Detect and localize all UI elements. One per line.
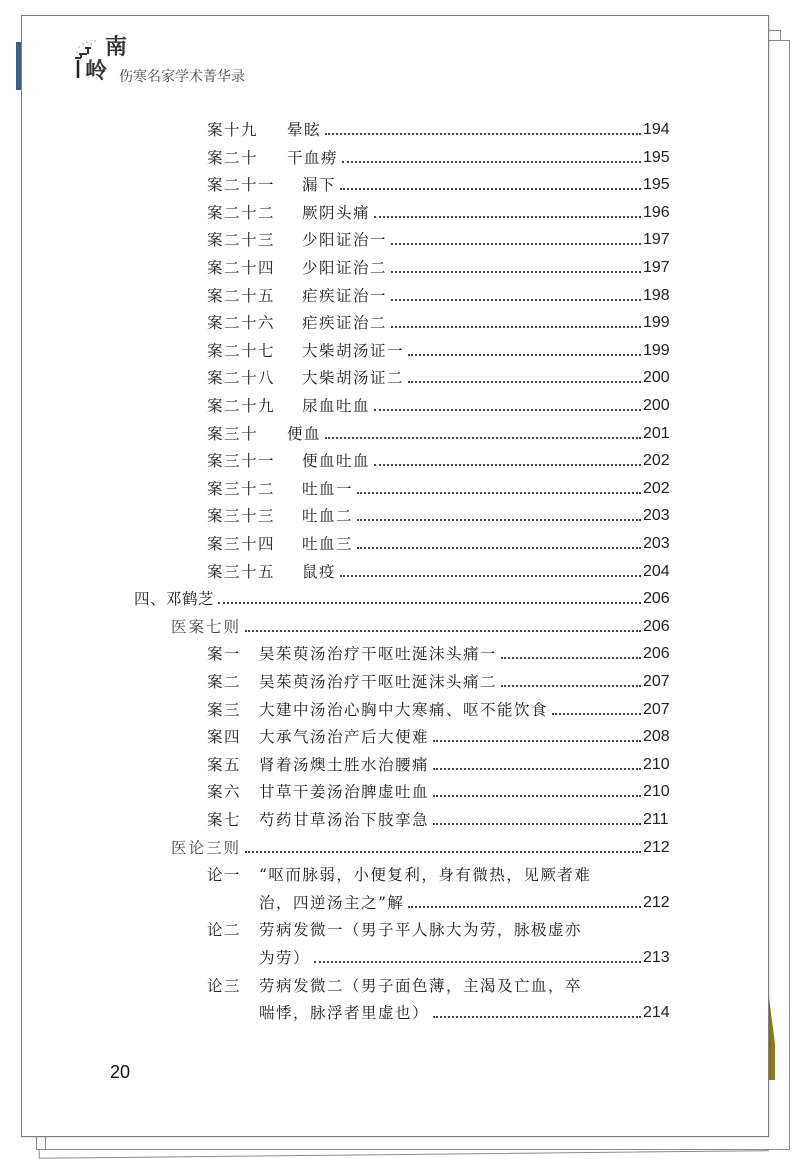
toc-entry-number: 论三: [207, 976, 242, 995]
dot-leader: [501, 685, 641, 687]
toc-page-number: 211: [643, 811, 669, 828]
toc-entry-title: 治，四逆汤主之”解: [259, 893, 405, 912]
toc-entry-number: 案二: [207, 673, 242, 691]
toc-page-number: 201: [643, 424, 670, 442]
toc-entry-label: [207, 202, 370, 224]
toc-page-number: 200: [643, 397, 670, 414]
toc-entry-case[interactable]: [207, 473, 673, 500]
toc-entry-title: 厥阴头痛: [302, 203, 371, 222]
toc-page-number: 207: [643, 673, 670, 690]
toc-entry-title: 四、邓鹤芝: [134, 590, 215, 609]
toc-entry-title: 喘悸，脉浮者里虚也）: [259, 1004, 430, 1023]
toc-page-number: 195: [643, 148, 670, 166]
toc-page-number: 203: [643, 535, 670, 552]
toc-entry-number: 案二十二: [207, 203, 276, 222]
toc-entry-number: 案三十三: [207, 507, 276, 526]
toc-entry-label: [207, 367, 404, 389]
toc-entry-title: 甘草干姜汤治脾虚吐血: [259, 783, 430, 802]
toc-page-number: 198: [643, 286, 670, 304]
toc-entry-label: [207, 478, 353, 500]
toc-entry-number: 案二十三: [207, 231, 276, 250]
toc-entry-label: [207, 561, 336, 583]
toc-entry-title: 便血吐血: [302, 452, 371, 471]
dot-leader: [374, 464, 641, 466]
toc-entry-case[interactable]: [207, 666, 673, 693]
toc-entry-label: [207, 395, 370, 417]
toc-entry-title: 少阳证治二: [302, 259, 388, 277]
toc-entry-title: “呕而脉弱，小便复利，身有微热，见厥者难: [259, 866, 592, 885]
series-title: 伤寒名家学术菁华录: [119, 69, 245, 85]
toc-entry-label: [207, 975, 582, 997]
toc-entry-label: [207, 671, 497, 693]
dot-leader: [245, 630, 641, 632]
toc-entry-title: 大建中汤治心胸中大寒痛、呕不能饮食: [259, 700, 549, 719]
toc-page-number: 202: [643, 452, 670, 470]
toc-entry-case[interactable]: [207, 749, 673, 776]
toc-entry-label: [207, 699, 548, 721]
toc-entry-label: [207, 229, 387, 251]
toc-page-number: 200: [643, 369, 670, 387]
toc-entry-essay-line2[interactable]: [259, 942, 673, 969]
toc-entry-case[interactable]: [207, 307, 673, 334]
toc-page-number: 206: [643, 590, 670, 608]
toc-page-number: 199: [643, 341, 670, 359]
dot-leader: [433, 823, 641, 825]
dot-leader: [357, 547, 641, 549]
dot-leader: [391, 299, 641, 301]
toc-entry-label: [207, 533, 353, 555]
dot-leader: [433, 795, 641, 797]
dot-leader: [357, 492, 641, 494]
toc-entry-case[interactable]: [207, 197, 673, 224]
dot-leader: [391, 326, 641, 328]
toc-entry-case[interactable]: [207, 252, 673, 279]
dot-leader: [245, 851, 641, 853]
toc-entry-label: [134, 588, 214, 610]
toc-entry-number: 案三十四: [207, 535, 276, 553]
toc-entry-title: 为劳）: [259, 949, 311, 967]
toc-entry-title: 医案七则: [171, 617, 242, 636]
dot-leader: [374, 409, 641, 411]
toc-entry-title: 便血: [287, 424, 322, 443]
dot-leader: [408, 354, 641, 356]
toc-entry-number: 案三十一: [207, 452, 276, 471]
toc-entry-title: 吐血一: [302, 479, 354, 498]
toc-entry-label: [207, 809, 429, 831]
toc-entry-number: 案六: [207, 783, 242, 802]
dot-leader: [552, 713, 641, 715]
toc-page-number: 212: [643, 838, 670, 856]
toc-section-deng-hezhi[interactable]: [134, 583, 673, 610]
toc-entry-number: 案二十八: [207, 369, 276, 388]
toc-entry-number: 案三十五: [207, 562, 276, 581]
dot-leader: [340, 188, 641, 190]
toc-entry-number: 案十九: [207, 121, 259, 139]
toc-entry-label: [259, 892, 404, 914]
toc-page-number: 197: [643, 231, 670, 249]
toc-entry-title: 疟疾证治二: [302, 314, 388, 333]
toc-entry-label: [207, 505, 353, 527]
toc-entry-title: 漏下: [302, 176, 337, 195]
toc-entry-essay-line1[interactable]: [207, 914, 673, 941]
toc-entry-essay-line1[interactable]: [207, 859, 673, 886]
toc-entry-case[interactable]: [207, 114, 673, 141]
dot-leader: [433, 768, 641, 770]
dot-leader: [342, 161, 641, 163]
toc-page-number: 208: [643, 728, 670, 746]
toc-entry-case[interactable]: [207, 445, 673, 472]
toc-entry-label: [259, 947, 310, 969]
toc-entry-number: 案二十四: [207, 259, 276, 277]
toc-entry-label: [207, 340, 404, 362]
dot-leader: [325, 437, 641, 439]
toc-entry-title: 吐血二: [302, 507, 354, 526]
logo-char-ling: 岭: [85, 58, 108, 84]
toc-entry-case[interactable]: [207, 224, 673, 251]
toc-entry-label: [207, 285, 387, 307]
toc-entry-number: 案二十六: [207, 314, 276, 333]
toc-entry-label: [207, 864, 591, 886]
dot-leader: [218, 602, 641, 604]
toc-entry-title: 大柴胡汤证二: [302, 369, 405, 388]
toc-entry-essay-line1[interactable]: [207, 970, 673, 997]
toc-entry-title: 大柴胡汤证一: [302, 341, 405, 360]
toc-entry-title: 鼠疫: [302, 562, 337, 581]
toc-subsection-cases[interactable]: [171, 611, 673, 638]
toc-entry-label: [207, 147, 338, 169]
toc-entry-essay-line2[interactable]: [259, 887, 673, 914]
dot-leader: [325, 133, 641, 135]
toc-entry-title: 干血痨: [287, 148, 339, 167]
toc-entry-label: [207, 312, 387, 334]
toc-page-number: 195: [643, 176, 670, 194]
toc-page-number: 204: [643, 562, 670, 580]
toc-page-number: 202: [643, 479, 670, 497]
toc-entry-title: 疟疾证治一: [302, 286, 388, 305]
toc-entry-number: 案五: [207, 755, 242, 774]
toc-entry-label: [207, 726, 429, 748]
toc-entry-label: [207, 754, 429, 776]
dot-leader: [391, 243, 641, 245]
toc-entry-number: 论一: [207, 866, 242, 885]
toc-entry-title: 芍药甘草汤治下肢挛急: [259, 811, 430, 829]
toc-entry-case[interactable]: [207, 280, 673, 307]
toc-entry-case[interactable]: [207, 142, 673, 169]
toc-page-number: 206: [643, 617, 670, 635]
toc-entry-number: 案二十: [207, 148, 259, 167]
toc-entry-case[interactable]: [207, 390, 673, 417]
toc-page-number: 196: [643, 203, 670, 221]
dot-leader: [314, 961, 641, 963]
toc-entry-title: 晕眩: [287, 121, 322, 139]
series-logo: [67, 28, 267, 88]
toc-entry-label: [207, 919, 582, 941]
logo-char-nan: 南: [105, 34, 128, 60]
toc-entry-case[interactable]: [207, 528, 673, 555]
toc-entry-title: 大承气汤治产后大便难: [259, 728, 430, 747]
toc-subsection-essays[interactable]: [171, 832, 673, 859]
toc-entry-label: [207, 119, 321, 141]
toc-entry-essay-line2[interactable]: [259, 997, 673, 1024]
toc-page: [21, 15, 769, 1137]
toc-entry-case[interactable]: [207, 362, 673, 389]
toc-entry-number: 案二十五: [207, 286, 276, 305]
toc-entry-number: 案一: [207, 645, 242, 664]
toc-entry-label: [259, 1002, 429, 1024]
toc-page-number: 210: [643, 783, 670, 801]
toc-page-number: 203: [643, 507, 670, 525]
toc-entry-number: 案三十: [207, 424, 259, 443]
toc-page-number: 210: [643, 755, 670, 773]
toc-entry-label: [207, 174, 336, 196]
toc-entry-case[interactable]: [207, 335, 673, 362]
toc-entry-title: 少阳证治一: [302, 231, 388, 250]
dot-leader: [357, 519, 641, 521]
toc-entry-title: 尿血吐血: [302, 397, 371, 415]
toc-entry-case[interactable]: [207, 638, 673, 665]
dot-leader: [408, 906, 641, 908]
toc-entry-case[interactable]: [207, 169, 673, 196]
toc-entry-number: 案四: [207, 728, 242, 747]
dot-leader: [501, 657, 641, 659]
toc-entry-case[interactable]: [207, 776, 673, 803]
toc-entry-label: [207, 257, 387, 279]
toc-entry-title: 吐血三: [302, 535, 354, 553]
toc-entry-case[interactable]: [207, 418, 673, 445]
toc-entry-title: 劳病发微二（男子面色薄，主渴及亡血，卒: [259, 976, 583, 995]
toc-page-number: 197: [643, 259, 670, 276]
page-number: 20: [110, 1062, 131, 1082]
toc-entry-title: 吴茱萸汤治疗干呕吐涎沫头痛二: [259, 673, 498, 691]
toc-entry-label: [207, 643, 497, 665]
toc-page-number: 199: [643, 314, 670, 332]
toc-page-number: 194: [643, 121, 670, 138]
toc-entry-case[interactable]: [207, 694, 673, 721]
toc-entry-number: 案三: [207, 700, 242, 719]
dot-leader: [433, 740, 641, 742]
toc-entry-case[interactable]: [207, 721, 673, 748]
toc-entry-label: [207, 781, 429, 803]
toc-entry-title: 吴茱萸汤治疗干呕吐涎沫头痛一: [259, 645, 498, 664]
toc-entry-number: 案三十二: [207, 479, 276, 498]
toc-page-number: 213: [643, 949, 670, 966]
toc-entry-number: 案七: [207, 811, 242, 829]
toc-entry-title: 劳病发微一（男子平人脉大为劳，脉极虚亦: [259, 921, 583, 940]
toc-entry-number: 论二: [207, 921, 242, 940]
toc-page-number: 212: [643, 893, 670, 911]
dot-leader: [408, 381, 641, 383]
toc-entry-case[interactable]: [207, 556, 673, 583]
dot-leader: [374, 216, 641, 218]
toc-entry-number: 案二十一: [207, 176, 276, 195]
toc-page-number: 207: [643, 700, 670, 718]
toc-entry-title: 医论三则: [171, 838, 242, 857]
toc-entry-label: [207, 423, 321, 445]
toc-page-number: 214: [643, 1004, 670, 1022]
dot-leader: [340, 575, 641, 577]
toc-entry-number: 案二十九: [207, 397, 276, 415]
toc-entry-label: [207, 450, 370, 472]
toc-entry-title: 肾着汤燠土胜水治腰痛: [259, 755, 430, 774]
toc-entry-label: [171, 616, 241, 638]
toc-entry-number: 案二十七: [207, 341, 276, 360]
toc-entry-label: [171, 837, 241, 859]
dot-leader: [391, 271, 641, 273]
toc-entry-case[interactable]: [207, 804, 673, 831]
toc-entry-case[interactable]: [207, 500, 673, 527]
dot-leader: [433, 1016, 641, 1018]
toc-page-number: 206: [643, 645, 670, 663]
